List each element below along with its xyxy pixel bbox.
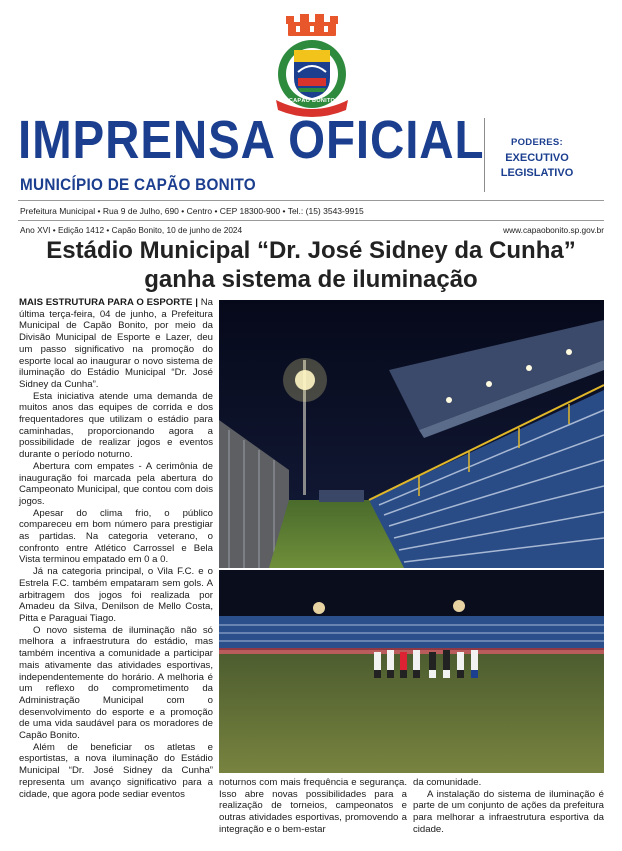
article-paragraph-4: Apesar do clima frio, o público compareceu em bom número para prestigiar as partidas. Na categoria veterano, o confronto entre Atlético Carrossel e Bela Vista terminou empatado em 0 a 0. <box>19 507 213 566</box>
powers-label: PODERES: <box>510 137 564 148</box>
address-line: Prefeitura Municipal • Rua 9 de Julho, 690 • Centro • CEP 18300-900 • Tel.: (15) 3543-9915 <box>20 206 364 216</box>
headline-line-1: Estádio Municipal “Dr. José Sidney da Cunha” <box>46 237 576 264</box>
crest-left-band: SÃO PAULO <box>268 29 282 56</box>
article-paragraph-1: Na última terça-feira, 04 de junho, a Prefeitura Municipal de Capão Bonito, por meio da Divisão Municipal de Esporte e Lazer, deu um passo significativo na promoção do esporte local ao inaugurar o novo sistema de iluminação do Estádio Municipal “Dr. José Sidney da Cunha”. <box>19 297 213 390</box>
article-paragraph-3: Abertura com empates - A cerimônia de inauguração foi marcada pela abertura do Campeonato Municipal, que contou com dois jogos. <box>19 460 213 507</box>
website-link[interactable]: www.capaobonito.sp.gov.br <box>503 225 604 235</box>
crest-motto: CAPÃO BONITO <box>288 98 336 104</box>
article-paragraph-7: Além de beneficiar os atletas e esportistas, a nova iluminação do Estádio Municipal “Dr. José Sidney da Cunha” representa um avanço significativo para a cidade, que agora pode sediar eventos <box>19 741 213 800</box>
power-legislative: LEGISLATIVO <box>500 167 574 179</box>
header-rule-top <box>18 200 604 201</box>
masthead-subtitle: MUNICÍPIO DE CAPÃO BONITO <box>20 175 256 194</box>
article-paragraph-8: A instalação do sistema de iluminação é parte de um conjunto de ações da prefeitura para melhorar a infraestrutura esportiva da cidade. <box>413 788 604 835</box>
power-executive: EXECUTIVO <box>505 152 569 164</box>
article-lead: MAIS ESTRUTURA PARA O ESPORTE | <box>19 297 198 308</box>
masthead-title: IMPRENSA OFICIAL <box>18 110 485 170</box>
article-paragraph-7-continued: noturnos com mais frequência e segurança. Isso abre novas possibilidades para a realização de torneios, campeonatos e outras atividades esportivas, promovendo a integração e o bem-estar <box>219 777 407 835</box>
powers-block <box>496 137 578 179</box>
article-headline <box>18 236 604 294</box>
crest-right-band: 1857 <box>341 52 350 64</box>
article-column-3 <box>413 777 604 836</box>
article-column-1 <box>19 297 213 800</box>
headline-line-2: ganha sistema de iluminação <box>144 266 478 293</box>
players-field-photo <box>219 570 604 773</box>
article-paragraph-2: Esta iniciativa atende uma demanda de muitos anos das equipes de corrida e dos frequentadores que utilizam o estádio para caminhadas, proporcionando agora a possibilidade de realizar jogos e eventos durante o período noturno. <box>19 390 213 461</box>
article-paragraph-5: Já na categoria principal, o Vila F.C. e o Estrela F.C. também empataram sem gols. A arbitragem dos jogos foi realizada por Amadeu da Silva, Denilson de Mello Costa, Pitta e Paraguai Tiago. <box>19 566 213 624</box>
stadium-stands-photo <box>219 300 604 568</box>
masthead-divider <box>484 118 485 192</box>
edition-line: Ano XVI • Edição 1412 • Capão Bonito, 10 de junho de 2024 <box>20 225 243 235</box>
article-column-2 <box>219 777 407 836</box>
article-paragraph-7-end: da comunidade. <box>413 777 482 788</box>
article-paragraph-6: O novo sistema de iluminação não só melhora a infraestrutura do estádio, mas também incentiva a comunidade a participar mais ativamente das atividades esportivas, independentemente do horário. A melhoria é um reflexo do comprometimento da Administração Municipal com o desenvolvimento do esporte e a promoção de uma vida saudável para os moradores de Capão Bonito. <box>19 624 213 742</box>
header-rule-bottom <box>18 220 604 221</box>
